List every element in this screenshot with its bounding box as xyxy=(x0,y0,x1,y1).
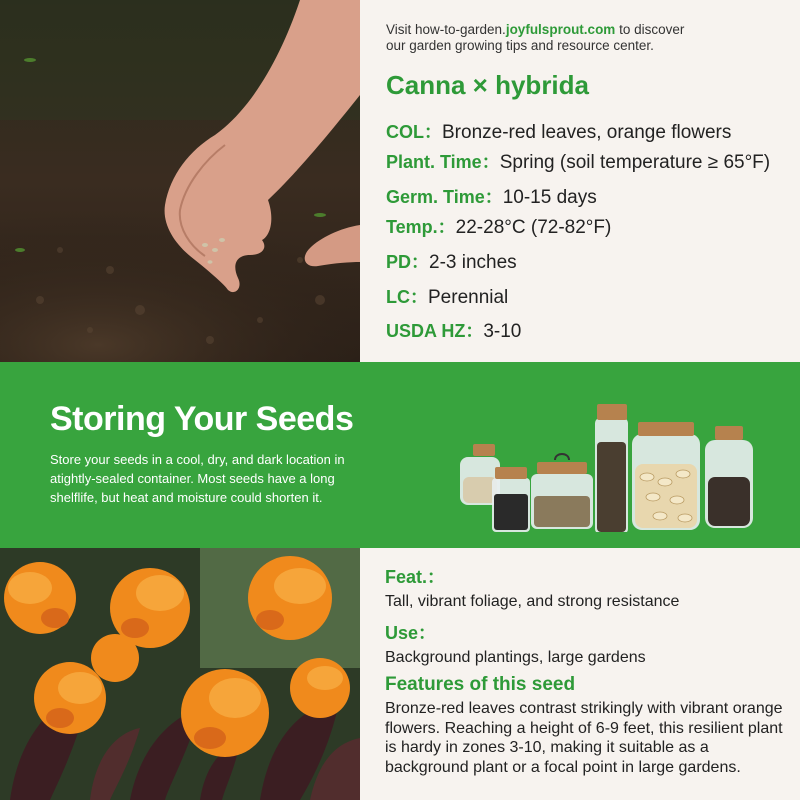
spec-value: 3-10 xyxy=(483,321,522,342)
jar-icon xyxy=(632,422,700,530)
intro-block xyxy=(386,22,796,101)
spec-value: Perennial xyxy=(428,287,509,308)
spec-value: 10-15 days xyxy=(502,187,597,208)
spec-value: 2-3 inches xyxy=(429,252,517,273)
use-label: Use： xyxy=(385,623,437,643)
jar-icon xyxy=(492,467,530,532)
visit-prefix: Visit how-to-garden. xyxy=(386,22,506,37)
spec-color xyxy=(386,118,731,144)
jar-icon xyxy=(705,426,753,528)
visit-text xyxy=(386,22,796,54)
feature-text: Tall, vibrant foliage, and strong resistance xyxy=(385,593,680,610)
feature-label: Feat.： xyxy=(385,567,446,587)
visit-line2: our garden growing tips and resource center. xyxy=(386,38,654,53)
visit-suffix: to discover xyxy=(615,22,685,37)
spec-label: Temp.： xyxy=(386,217,456,237)
spec-planting-time xyxy=(386,148,770,174)
spec-value: 22-28°C (72-82°F) xyxy=(455,217,612,238)
spec-value: Bronze-red leaves, orange flowers xyxy=(442,122,732,143)
spec-life-cycle xyxy=(386,283,508,309)
jar-icon xyxy=(531,454,593,529)
spec-temperature xyxy=(386,213,611,239)
jar-icon xyxy=(595,404,628,532)
details-block xyxy=(385,566,795,777)
storing-title: Storing Your Seeds xyxy=(50,400,354,438)
spec-planting-depth xyxy=(386,248,517,274)
spec-germination-time xyxy=(386,183,597,209)
plant-name: Canna × hybrida xyxy=(386,70,589,100)
storing-seeds-banner xyxy=(0,362,800,548)
spec-label: Plant. Time： xyxy=(386,152,500,172)
spec-label: USDA HZ： xyxy=(386,321,484,341)
use-text: Background plantings, large gardens xyxy=(385,649,646,666)
features-paragraph: Bronze-red leaves contrast strikingly with vibrant orange flowers. Reaching a height of 6-9 feet, this resilient plant is hardy in zones 3-10, making it suitable as a background plant or a focal point in large gardens. xyxy=(385,700,783,776)
hand-sowing-seeds-photo xyxy=(0,0,360,362)
spec-label: LC： xyxy=(386,287,428,307)
spec-usda-zone xyxy=(386,317,521,343)
spec-label: PD： xyxy=(386,252,430,272)
spec-label: Germ. Time： xyxy=(386,187,503,207)
spec-value: Spring (soil temperature ≥ 65°F) xyxy=(499,152,771,173)
canna-flowers-photo xyxy=(0,548,360,800)
features-heading: Features of this seed xyxy=(385,674,576,695)
spec-label: COL： xyxy=(386,122,442,142)
website-link[interactable]: joyfulsprout.com xyxy=(505,22,616,37)
seed-jars-illustration xyxy=(455,382,760,532)
storing-text: Store your seeds in a cool, dry, and dark location in atightly-sealed container. Most seeds have a long shelflife, but heat and moisture could shorten it. xyxy=(50,452,345,505)
